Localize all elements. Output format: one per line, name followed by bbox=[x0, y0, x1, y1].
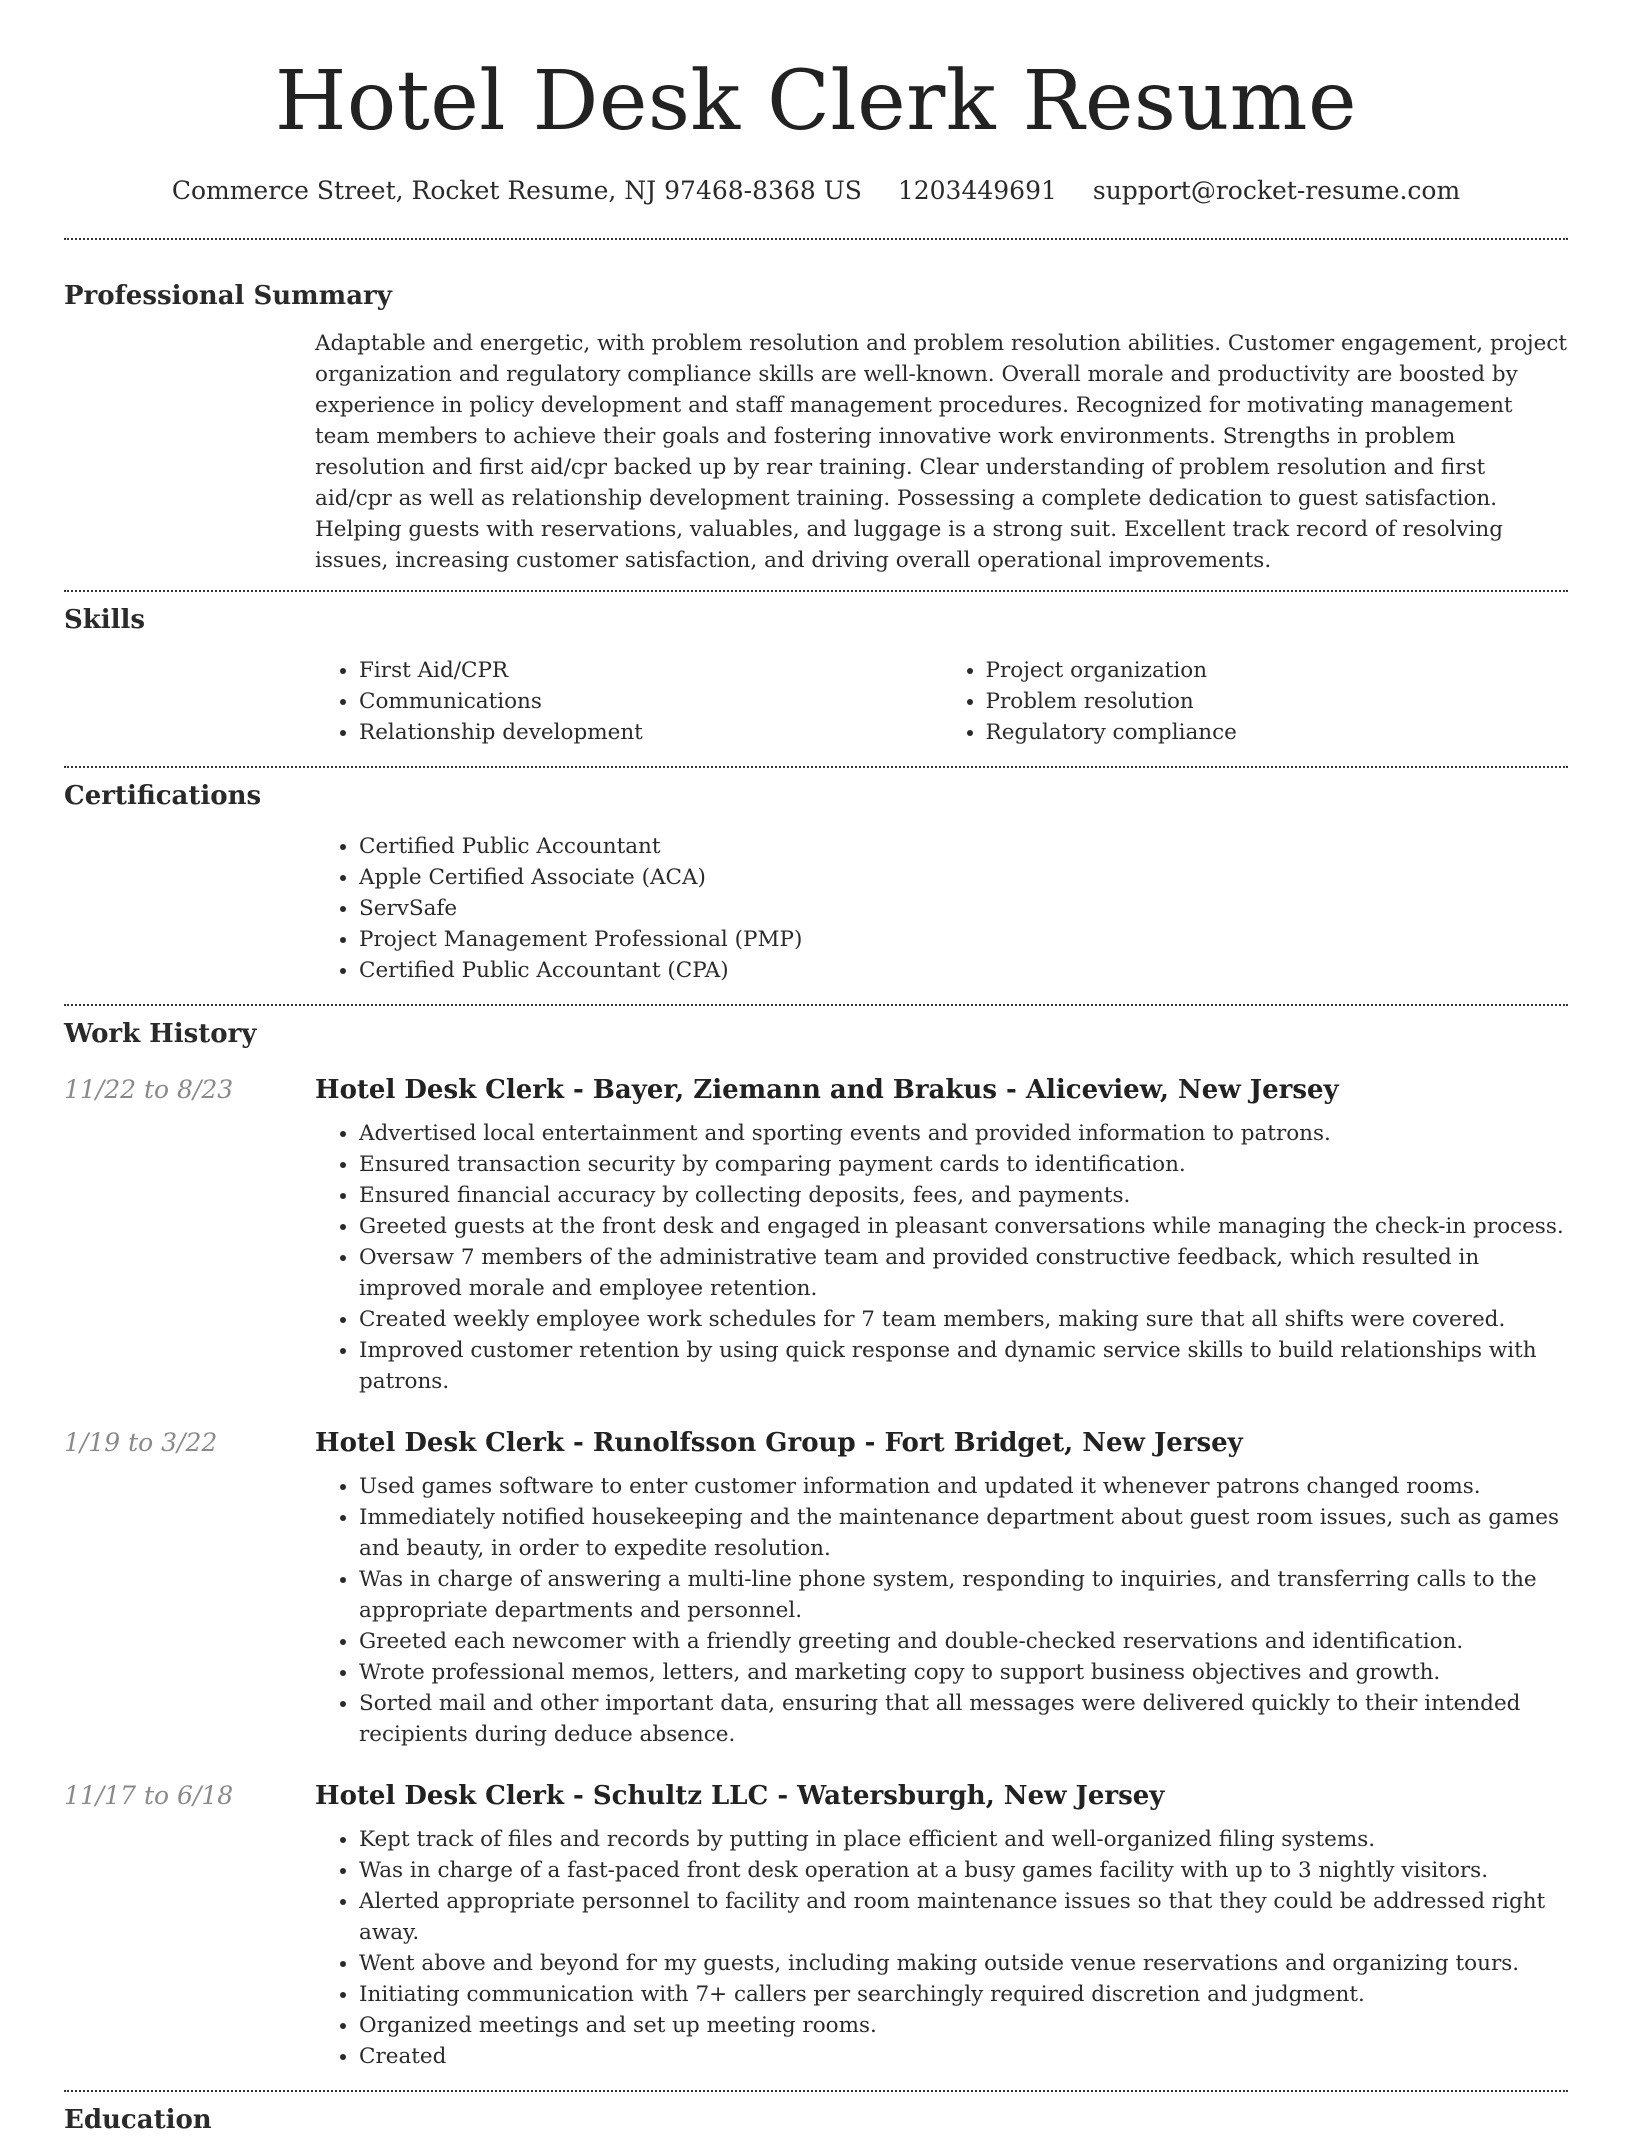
job-bullet: • Kept track of files and records by putting in place efficient and well-organized filing systems. bbox=[359, 1824, 1568, 1855]
job-bullet: • Wrote professional memos, letters, and marketing copy to support business objectives and growth. bbox=[359, 1657, 1568, 1688]
contact-phone: 1203449691 bbox=[897, 176, 1057, 205]
job-title: Hotel Desk Clerk - Schultz LLC - Watersburgh, New Jersey bbox=[315, 1781, 1165, 1811]
job-bullet: • Sorted mail and other important data, ensuring that all messages were delivered quickly to their intended recipients during deduce absence. bbox=[359, 1688, 1568, 1750]
skill-item: • Regulatory compliance bbox=[986, 717, 1569, 748]
certification-item: • Project Management Professional (PMP) bbox=[359, 924, 1568, 955]
job-entry bbox=[64, 1778, 1568, 2072]
job-bullet: • Created bbox=[359, 2041, 1568, 2072]
certification-item: • Certified Public Accountant bbox=[359, 831, 1568, 862]
job-bullet: • Oversaw 7 members of the administrative team and provided constructive feedback, which resulted in improved morale and employee retention. bbox=[359, 1242, 1568, 1304]
job-bullet: • Improved customer retention by using quick response and dynamic service skills to build relationships with patrons. bbox=[359, 1335, 1568, 1397]
job-bullet: • Immediately notified housekeeping and the maintenance department about guest room issues, such as games and beauty, in order to expedite resolution. bbox=[359, 1502, 1568, 1564]
job-date: 11/17 to 6/18 bbox=[64, 1781, 234, 1810]
job-bullet: • Used games software to enter customer information and updated it whenever patrons changed rooms. bbox=[359, 1471, 1568, 1502]
summary-heading: Professional Summary bbox=[64, 281, 392, 311]
job-date: 1/19 to 3/22 bbox=[64, 1428, 218, 1457]
contact-address: Commerce Street, Rocket Resume, NJ 97468-8368 US bbox=[171, 176, 862, 205]
summary-text: Adaptable and energetic, with problem resolution and problem resolution abilities. Customer engagement, project organization and regulatory compliance skills are well-known. Overall morale and productivity are boosted by experience in policy development and staff management procedures. Recognized for motivating management team members to achieve their goals and fostering innovative work environments. Strengths in problem resolution and first aid/cpr backed up by rear training. Clear understanding of problem resolution and first aid/cpr as well as relationship development training. Possessing a complete dedication to guest satisfaction. Helping guests with reservations, valuables, and luggage is a strong suit. Excellent track record of resolving issues, increasing customer satisfaction, and driving overall operational improvements. bbox=[315, 331, 1568, 573]
certification-item: • Certified Public Accountant (CPA) bbox=[359, 955, 1568, 986]
job-bullet: • Greeted each newcomer with a friendly greeting and double-checked reservations and identification. bbox=[359, 1626, 1568, 1657]
job-bullet: • Organized meetings and set up meeting rooms. bbox=[359, 2010, 1568, 2041]
skills-heading: Skills bbox=[64, 605, 146, 635]
certification-item: • ServSafe bbox=[359, 893, 1568, 924]
skills-section bbox=[64, 592, 1568, 748]
resume-title: Hotel Desk Clerk Resume bbox=[274, 54, 1358, 149]
job-bullet: • Was in charge of a fast-paced front desk operation at a busy games facility with up to 3 nightly visitors. bbox=[359, 1855, 1568, 1886]
job-title: Hotel Desk Clerk - Runolfsson Group - Fort Bridget, New Jersey bbox=[315, 1428, 1243, 1458]
summary-section bbox=[64, 240, 1568, 576]
education-section bbox=[64, 2092, 1568, 2138]
job-title: Hotel Desk Clerk - Bayer, Ziemann and Brakus - Aliceview, New Jersey bbox=[315, 1075, 1339, 1105]
job-bullets bbox=[315, 1824, 1568, 2072]
job-bullets bbox=[315, 1118, 1568, 1397]
job-bullet: • Greeted guests at the front desk and engaged in pleasant conversations while managing the check-in process. bbox=[359, 1211, 1568, 1242]
work-history-heading: Work History bbox=[64, 1019, 257, 1049]
education-heading: Education bbox=[64, 2105, 212, 2135]
job-entry bbox=[64, 1425, 1568, 1750]
resume-page bbox=[64, 0, 1568, 2138]
skills-list-left bbox=[315, 655, 942, 748]
skill-item: • Project organization bbox=[986, 655, 1569, 686]
skill-item: • Relationship development bbox=[359, 717, 942, 748]
skill-item: • First Aid/CPR bbox=[359, 655, 942, 686]
job-bullet: • Created weekly employee work schedules for 7 team members, making sure that all shifts were covered. bbox=[359, 1304, 1568, 1335]
skill-item: • Problem resolution bbox=[986, 686, 1569, 717]
job-bullet: • Advertised local entertainment and sporting events and provided information to patrons. bbox=[359, 1118, 1568, 1149]
job-date: 11/22 to 8/23 bbox=[64, 1075, 234, 1104]
job-bullet: • Ensured financial accuracy by collecting deposits, fees, and payments. bbox=[359, 1180, 1568, 1211]
job-entry bbox=[64, 1072, 1568, 1397]
job-bullet: • Alerted appropriate personnel to facility and room maintenance issues so that they could be addressed right away. bbox=[359, 1886, 1568, 1948]
certifications-list bbox=[315, 831, 1568, 986]
job-bullet: • Ensured transaction security by comparing payment cards to identification. bbox=[359, 1149, 1568, 1180]
contact-line bbox=[64, 174, 1568, 208]
work-history-section bbox=[64, 1006, 1568, 2072]
job-bullet: • Went above and beyond for my guests, including making outside venue reservations and organizing tours. bbox=[359, 1948, 1568, 1979]
job-bullet: • Was in charge of answering a multi-line phone system, responding to inquiries, and transferring calls to the appropriate departments and personnel. bbox=[359, 1564, 1568, 1626]
job-bullets bbox=[315, 1471, 1568, 1750]
certification-item: • Apple Certified Associate (ACA) bbox=[359, 862, 1568, 893]
job-bullet: • Initiating communication with 7+ callers per searchingly required discretion and judgment. bbox=[359, 1979, 1568, 2010]
certifications-section bbox=[64, 768, 1568, 986]
certifications-heading: Certifications bbox=[64, 781, 262, 811]
contact-email: support@rocket-resume.com bbox=[1092, 176, 1461, 205]
skill-item: • Communications bbox=[359, 686, 942, 717]
skills-list-right bbox=[942, 655, 1569, 748]
